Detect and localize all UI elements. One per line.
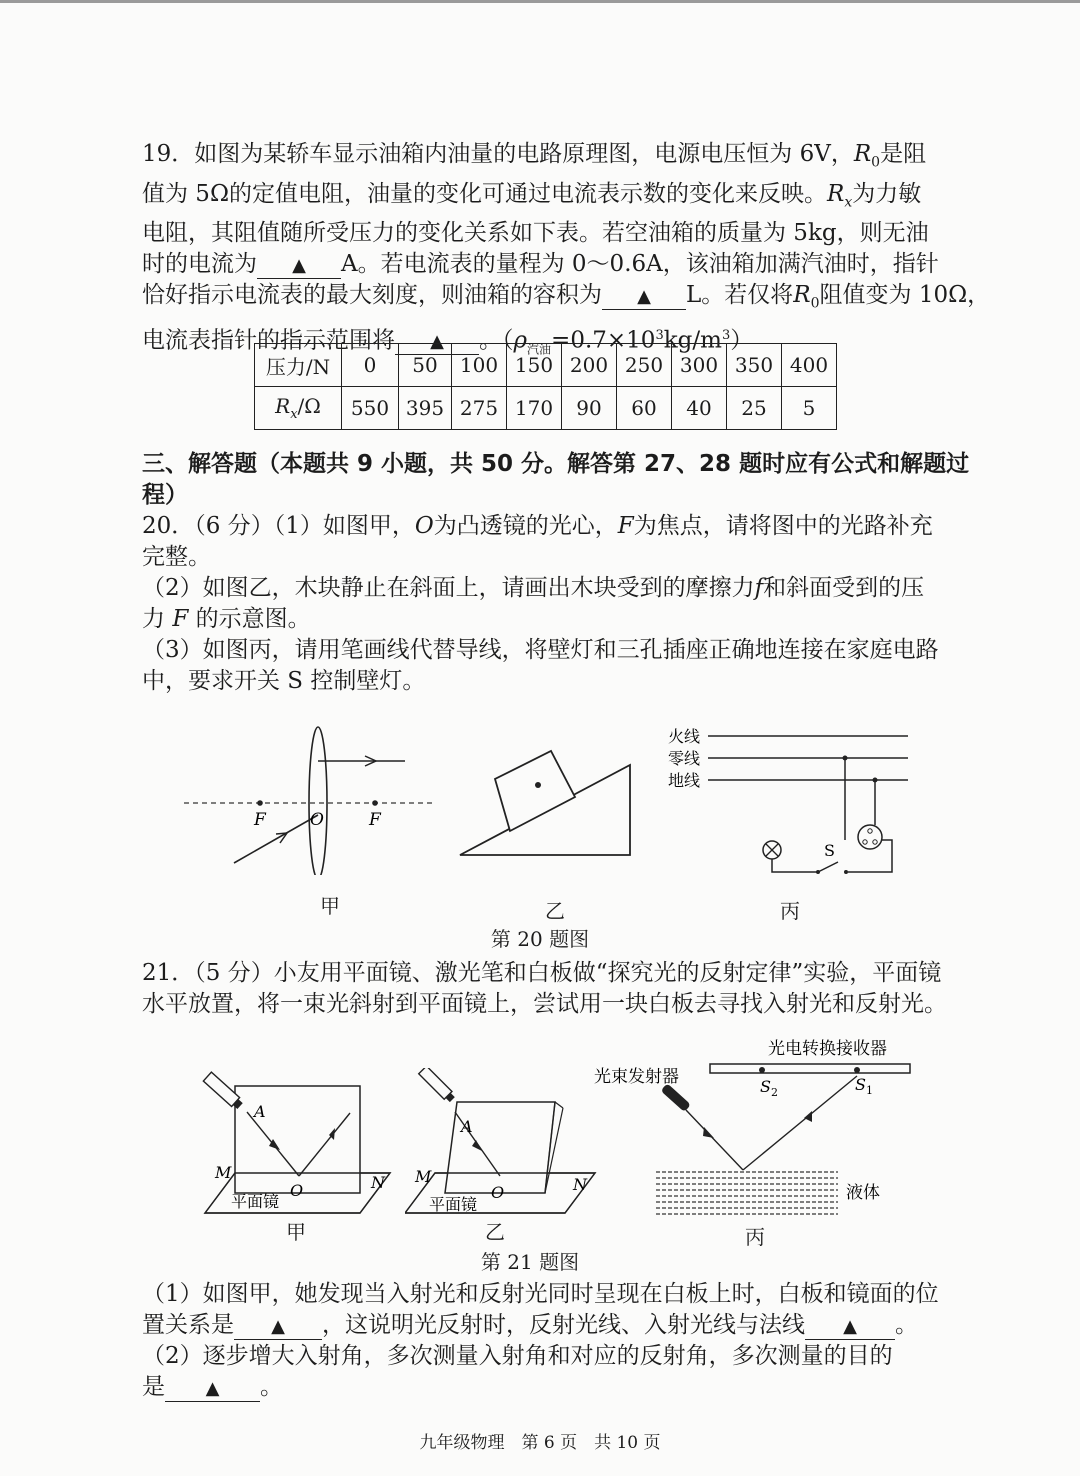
ray-line bbox=[234, 815, 318, 863]
table-cell: 550 bbox=[342, 387, 399, 430]
table-cell: 50 bbox=[399, 344, 452, 387]
liquid-level-diagram bbox=[590, 1032, 920, 1222]
answer-blank: ▲ bbox=[234, 1313, 322, 1340]
top-border bbox=[0, 0, 1080, 3]
label-N: N bbox=[371, 1173, 385, 1192]
table-cell: 400 bbox=[782, 344, 837, 387]
table-cell: 60 bbox=[617, 387, 672, 430]
q21-line-1: 21．（5 分）小友用平面镜、激光笔和白板做“探究光的反射定律”实验，平面镜 bbox=[142, 960, 942, 986]
label-receiver: 光电转换接收器 bbox=[768, 1039, 887, 1059]
fig-label-jia: 甲 bbox=[286, 1220, 306, 1244]
laser-pen bbox=[419, 1068, 456, 1104]
pressure-resistance-table bbox=[254, 343, 837, 430]
label-mirror: 平面镜 bbox=[231, 1192, 280, 1211]
switch-s bbox=[818, 862, 838, 872]
answer-blank: ▲ bbox=[805, 1313, 895, 1340]
answer-blank: ▲ bbox=[602, 283, 686, 310]
question-20 bbox=[142, 511, 952, 697]
focal-point bbox=[257, 800, 263, 806]
figure-21-caption: 第 21 题图 bbox=[480, 1250, 580, 1274]
incline-diagram bbox=[455, 735, 635, 860]
label-M: M bbox=[415, 1167, 432, 1186]
page-footer: 九年级物理 第 6 页 共 10 页 bbox=[419, 1433, 661, 1453]
answer-blank: ▲ bbox=[395, 328, 479, 355]
q20-line-1: 20．（6 分）（1）如图甲，O为凸透镜的光心，F为焦点，请将图中的光路补充 bbox=[142, 513, 933, 539]
liquid-surface bbox=[656, 1172, 838, 1214]
table-cell: 5 bbox=[782, 387, 837, 430]
q21-part1-line1: （1）如图甲，她发现当入射光和反射光同时呈现在白板上时，白板和镜面的位 bbox=[142, 1281, 939, 1307]
incident-beam bbox=[686, 1110, 743, 1170]
table-row bbox=[255, 344, 837, 387]
section-3-heading: 三、解答题（本题共 9 小题，共 50 分。解答第 27、28 题时应有公式和解题过 程） bbox=[142, 451, 970, 508]
table-cell: 200 bbox=[562, 344, 617, 387]
question-19 bbox=[142, 139, 991, 365]
label-switch-s: S bbox=[824, 841, 835, 860]
q19-line-3: 电阻，其阻值随所受压力的变化关系如下表。若空油箱的质量为 5kg，则无油 bbox=[142, 220, 929, 247]
point-s1 bbox=[854, 1067, 860, 1073]
q19-line-1: 19．如图为某轿车显示油箱内油量的电路原理图，电源电压恒为 6V，$R_0$是阻 bbox=[142, 141, 927, 171]
lens-diagram bbox=[180, 725, 440, 875]
beam-emitter bbox=[661, 1083, 691, 1112]
table-cell: 0 bbox=[342, 344, 399, 387]
table-header-cell: 压力/N bbox=[255, 344, 342, 387]
table-cell: 100 bbox=[452, 344, 507, 387]
fig-label-yi: 乙 bbox=[485, 1220, 505, 1244]
q19-line-5: 恰好指示电流表的最大刻度，则油箱的容积为 ▲ L。若仅将$R_0$阻值变为 10Ω， bbox=[142, 282, 991, 312]
label-neutral-wire: 零线 bbox=[668, 749, 701, 768]
table-cell: 25 bbox=[727, 387, 782, 430]
label-emitter: 光束发射器 bbox=[594, 1067, 679, 1087]
label-A: A bbox=[254, 1102, 266, 1121]
q21-part1-line2: 置关系是 ▲ ，这说明光反射时，反射光线、入射光线与法线 ▲ 。 bbox=[142, 1312, 918, 1338]
q21-part2-line2: 是 ▲ 。 bbox=[142, 1374, 283, 1400]
q20-line-2: 完整。 bbox=[142, 544, 211, 570]
reflection-diagram-b bbox=[405, 1068, 605, 1218]
question-21-parts bbox=[142, 1279, 952, 1403]
q20-line-5: （3）如图丙，请用笔画线代替导线，将壁灯和三孔插座正确地连接在家庭电路 bbox=[142, 637, 939, 663]
table-cell: 90 bbox=[562, 387, 617, 430]
label-ground-wire: 地线 bbox=[668, 771, 701, 790]
q20-line-3: （2）如图乙，木块静止在斜面上，请画出木块受到的摩擦力f和斜面受到的压 bbox=[142, 575, 925, 601]
center-of-mass bbox=[535, 782, 541, 788]
q20-line-4: 力 F 的示意图。 bbox=[142, 606, 311, 632]
question-21 bbox=[142, 958, 952, 1020]
label-O: O bbox=[310, 810, 324, 830]
label-liquid: 液体 bbox=[846, 1183, 880, 1203]
white-board-tilted bbox=[445, 1102, 555, 1193]
q19-line-6: 电流表指针的指示范围将 ▲ 。$(\rho_{汽油}=0.7\times 10^3kg/m^3)$ bbox=[142, 327, 754, 357]
label-s2: $S_2$ bbox=[760, 1077, 778, 1099]
fig-label-bing: 丙 bbox=[780, 899, 800, 923]
convex-lens bbox=[309, 727, 327, 875]
q20-line-6: 中，要求开关 S 控制壁灯。 bbox=[142, 668, 426, 694]
fig-label-jia: 甲 bbox=[320, 894, 340, 918]
figure-20-caption: 第 20 题图 bbox=[490, 927, 590, 951]
table-cell: 170 bbox=[507, 387, 562, 430]
table-cell: 40 bbox=[672, 387, 727, 430]
label-mirror: 平面镜 bbox=[429, 1195, 478, 1214]
answer-blank: ▲ bbox=[257, 252, 341, 279]
answer-blank: ▲ bbox=[165, 1375, 260, 1402]
label-F: F bbox=[254, 810, 266, 830]
table-row bbox=[255, 387, 837, 430]
label-s1: $S_1$ bbox=[855, 1075, 873, 1097]
reflection-diagram-a bbox=[195, 1068, 395, 1218]
fig-label-yi: 乙 bbox=[545, 899, 565, 923]
label-N: N bbox=[573, 1175, 587, 1194]
q19-line-4: 时的电流为 ▲ A。若电流表的量程为 0～0.6A，该油箱加满汽油时，指针 bbox=[142, 251, 939, 278]
label-O: O bbox=[491, 1183, 505, 1202]
table-cell: 275 bbox=[452, 387, 507, 430]
q19-line-2: 值为 5Ω的定值电阻，油量的变化可通过电流表示数的变化来反映。$R_x$为力敏 bbox=[142, 180, 922, 211]
label-A: A bbox=[461, 1117, 473, 1136]
focal-point bbox=[372, 800, 378, 806]
point-s2 bbox=[759, 1067, 765, 1073]
fig-label-bing: 丙 bbox=[745, 1225, 765, 1249]
table-header-cell: $R_x/\Omega$ bbox=[255, 387, 342, 430]
label-F: F bbox=[369, 810, 381, 830]
label-M: M bbox=[215, 1163, 232, 1182]
photoelectric-receiver bbox=[710, 1064, 910, 1073]
label-live-wire: 火线 bbox=[668, 727, 701, 746]
q21-line-2: 水平放置，将一束光斜射到平面镜上，尝试用一块白板去寻找入射光和反射光。 bbox=[142, 991, 947, 1017]
table-cell: 300 bbox=[672, 344, 727, 387]
q21-part2-line1: （2）逐步增大入射角，多次测量入射角和对应的反射角，多次测量的目的 bbox=[142, 1343, 893, 1369]
table-cell: 395 bbox=[399, 387, 452, 430]
table-cell: 250 bbox=[617, 344, 672, 387]
wooden-block bbox=[495, 751, 575, 831]
table-cell: 350 bbox=[727, 344, 782, 387]
label-O: O bbox=[290, 1181, 304, 1200]
table-cell: 150 bbox=[507, 344, 562, 387]
circuit-diagram bbox=[660, 722, 920, 887]
